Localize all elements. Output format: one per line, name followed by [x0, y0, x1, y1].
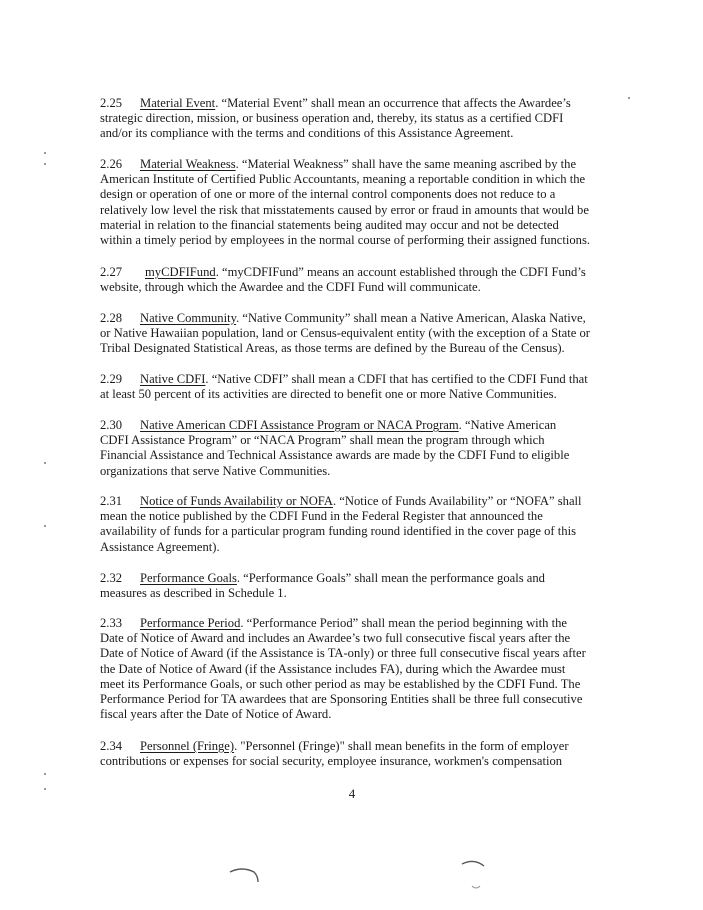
defined-term: myCDFIFund [145, 265, 216, 279]
paragraph-2-29: 2.29 Native CDFI. “Native CDFI” shall mean a CDFI that has certified to the CDFI Fund that at least 50 percent of its activities are directed to benefit one or more Native Communities. [100, 372, 620, 402]
paragraph-text: fiscal years after the Date of Notice of Award. [100, 707, 332, 722]
paragraph-text: mean the notice published by the CDFI Fund in the Federal Register that announced the [100, 509, 543, 524]
binding-mark-left [228, 862, 262, 884]
paragraph-number: 2.34 [100, 739, 123, 753]
paragraph-text: or Native Hawaiian population, land or Census-equivalent entity (with the exception of a State or [100, 326, 590, 341]
paragraph-text: Date of Notice of Award (if the Assistance is TA-only) or three full consecutive fiscal years after [100, 646, 586, 661]
defined-term: Material Weakness [140, 157, 236, 171]
paragraph-text: organizations that serve Native Communities. [100, 463, 331, 478]
paragraph-text: website, through which the Awardee and the CDFI Fund will communicate. [100, 280, 481, 295]
paragraph-2-28: 2.28 Native Community. “Native Community” shall mean a Native American, Alaska Native, or Native Hawaiian population, land or Census-equivalent entity (with the exception of a State or Tribal Designated Statistical Areas, as those terms are defined by the Bureau of the Census). [100, 311, 620, 357]
paragraph-text: “Native American [464, 418, 557, 432]
paragraph-2-25: 2.25 Material Event. “Material Event” shall mean an occurrence that affects the Awardee’s strategic direction, mission, or business operation and, thereby, its status as a certified CDFI and/or its compliance with the terms and conditions of this Assistance Agreement. [100, 96, 620, 142]
paragraph-text: and/or its compliance with the terms and conditions of this Assistance Agreement. [100, 126, 514, 141]
scan-speck [44, 462, 46, 464]
paragraph-text: “Native Community” shall mean a Native American, Alaska Native, [242, 311, 586, 325]
paragraph-number: 2.32 [100, 571, 123, 585]
paragraph-text: relatively low level the risk that misstatements caused by error or fraud in amounts that would be [100, 202, 589, 217]
paragraph-text: Financial Assistance and Technical Assistance awards are made by the CDFI Fund to eligible [100, 448, 570, 463]
paragraph-text: "Personnel (Fringe)" shall mean benefits in the form of employer [240, 739, 569, 753]
paragraph-text: measures as described in Schedule 1. [100, 586, 287, 601]
paragraph-text: at least 50 percent of its activities are directed to benefit one or more Native Communities. [100, 387, 557, 402]
defined-term: Native CDFI [140, 372, 206, 386]
scan-speck [44, 163, 46, 165]
paragraph-text: “Performance Goals” shall mean the performance goals and [243, 571, 545, 585]
paragraph-text: design or operation of one or more of the internal control components does not reduce to a [100, 187, 556, 202]
paragraph-2-32: 2.32 Performance Goals. “Performance Goals” shall mean the performance goals and measures as described in Schedule 1. [100, 571, 620, 601]
paragraph-text: Tribal Designated Statistical Areas, as those terms are defined by the Bureau of the Census). [100, 341, 565, 356]
paragraph-text: “myCDFIFund” means an account established through the CDFI Fund’s [221, 265, 586, 279]
scan-speck [44, 773, 46, 775]
paragraph-text: meet its Performance Goals, or such other period as may be established by the CDFI Fund. The [100, 676, 581, 691]
paragraph-text: “Material Weakness” shall have the same meaning ascribed by the [241, 157, 577, 171]
paragraph-2-27: 2.27 myCDFIFund. “myCDFIFund” means an account established through the CDFI Fund’s website, through which the Awardee and the CDFI Fund will communicate. [100, 265, 620, 295]
defined-term: Notice of Funds Availability or NOFA [140, 494, 333, 508]
paragraph-number: 2.31 [100, 494, 123, 508]
paragraph-text: Date of Notice of Award and includes an Awardee’s two full consecutive fiscal years after the [100, 631, 571, 646]
paragraph-text: availability of funds for a particular program funding round identified in the cover page of this [100, 524, 576, 539]
page-number: 4 [348, 786, 356, 801]
defined-term: Performance Period [140, 616, 241, 630]
binding-mark-right [458, 856, 492, 892]
defined-term: Personnel (Fringe) [140, 739, 235, 753]
paragraph-text: CDFI Assistance Program” or “NACA Program” shall mean the program through which [100, 433, 545, 448]
paragraph-text: strategic direction, mission, or business operation and, thereby, its status as a certified CDFI [100, 111, 564, 126]
paragraph-text: American Institute of Certified Public Accountants, meaning a reportable condition in which the [100, 172, 586, 187]
paragraph-text: Performance Period for TA awardees that are Sponsoring Entities shall be three full consecutive [100, 692, 583, 707]
paragraph-number: 2.25 [100, 96, 123, 110]
paragraph-number: 2.33 [100, 616, 123, 630]
scan-speck [44, 152, 46, 154]
paragraph-2-33: 2.33 Performance Period. “Performance Period” shall mean the period beginning with the Date of Notice of Award and includes an Awardee’s two full consecutive fiscal years after the Date of Notice of Award (if the Assistance is TA-only) or three full consecutive fiscal years after the Date of Notice of Award (if the Assistance includes FA), during which the Awardee must meet its Performance Goals, or such other period as may be established by the CDFI Fund. The Performance Period for TA awardees that are Sponsoring Entities shall be three full consecutive fiscal years after the Date of Notice of Award. [100, 616, 620, 722]
defined-term: Native American CDFI Assistance Program or NACA Program [140, 418, 459, 432]
paragraph-text: within a timely period by employees in the normal course of performing their assigned functions. [100, 233, 590, 248]
paragraph-number: 2.27 [100, 265, 123, 279]
paragraph-2-31: 2.31 Notice of Funds Availability or NOFA. “Notice of Funds Availability” or “NOFA” shall mean the notice published by the CDFI Fund in the Federal Register that announced the availability of funds for a particular program funding round identified in the cover page of this Assistance Agreement). [100, 494, 620, 555]
defined-term: Material Event [140, 96, 216, 110]
paragraph-text: material in relation to the financial statements being audited may occur and not be detected [100, 217, 559, 232]
defined-term: Native Community [140, 311, 237, 325]
paragraph-text: “Performance Period” shall mean the period beginning with the [246, 616, 568, 630]
paragraph-2-30: 2.30 Native American CDFI Assistance Program or NACA Program. “Native American CDFI Assistance Program” or “NACA Program” shall mean the program through which Financial Assistance and Technical Assistance awards are made by the CDFI Fund to eligible organizations that serve Native Communities. [100, 418, 620, 479]
paragraph-2-34: 2.34 Personnel (Fringe). "Personnel (Fringe)" shall mean benefits in the form of employer contributions or expenses for social security, employee insurance, workmen's compensation [100, 739, 620, 769]
paragraph-text: “Notice of Funds Availability” or “NOFA” shall [339, 494, 582, 508]
paragraph-text: the Date of Notice of Award (if the Assistance includes FA), during which the Awardee must [100, 661, 566, 676]
paragraph-number: 2.30 [100, 418, 123, 432]
paragraph-text: contributions or expenses for social security, employee insurance, workmen's compensation [100, 754, 563, 769]
paragraph-2-26: 2.26 Material Weakness. “Material Weakness” shall have the same meaning ascribed by the American Institute of Certified Public Accountants, meaning a reportable condition in which the design or operation of one or more of the internal control components does not reduce to a relatively low level the risk that misstatements caused by error or fraud in amounts that would be material in relation to the financial statements being audited may occur and not be detected within a timely period by employees in the normal course of performing their assigned functions. [100, 157, 620, 248]
paragraph-text: “Material Event” shall mean an occurrence that affects the Awardee’s [221, 96, 571, 110]
defined-term: Performance Goals [140, 571, 237, 585]
paragraph-number: 2.29 [100, 372, 123, 386]
scan-speck [628, 97, 630, 99]
scan-speck [44, 788, 46, 790]
paragraph-number: 2.26 [100, 157, 123, 171]
paragraph-text: Assistance Agreement). [100, 539, 220, 554]
paragraph-text: “Native CDFI” shall mean a CDFI that has certified to the CDFI Fund that [211, 372, 588, 386]
scan-speck [44, 525, 46, 527]
paragraph-number: 2.28 [100, 311, 123, 325]
